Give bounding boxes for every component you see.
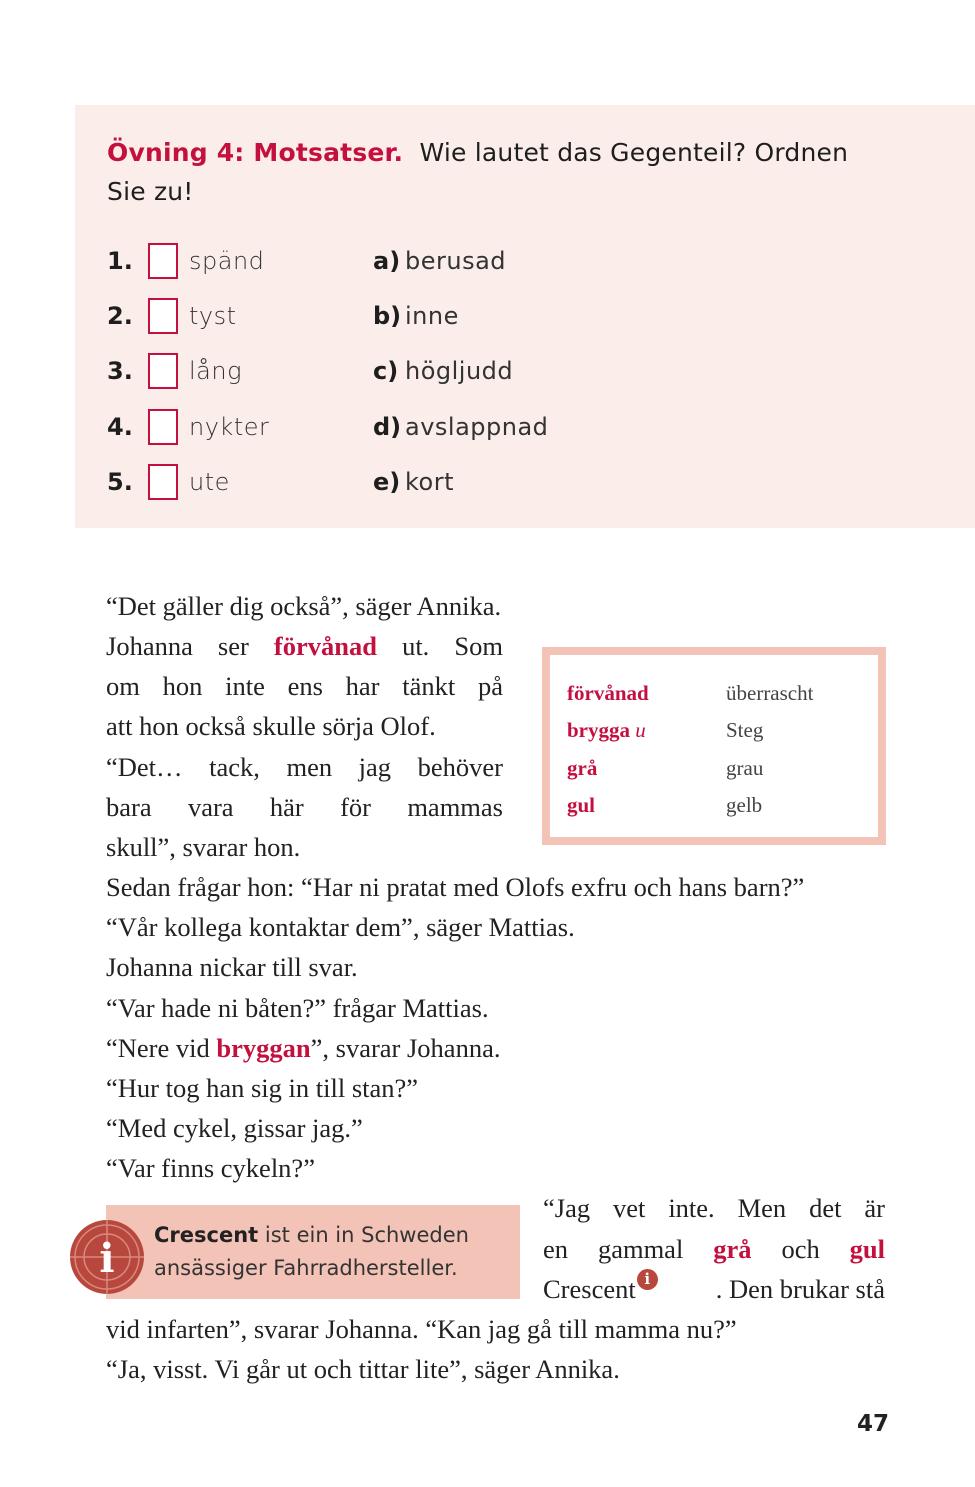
answer-box[interactable] — [148, 409, 178, 445]
story-line — [543, 1269, 885, 1309]
item-word: nykter — [189, 413, 270, 441]
vocab-term-text: brygga — [567, 718, 630, 742]
option-letter: b) — [373, 302, 402, 330]
page-number: 47 — [857, 1411, 890, 1437]
vocab-translation: grau — [726, 756, 764, 780]
option-letter: a) — [373, 247, 401, 275]
option-word: kort — [405, 468, 455, 496]
story-line: Sedan frågar hon: “Har ni pratat med Olofs exfru och hans barn?” — [106, 872, 805, 902]
story-line: “Var finns cykeln?” — [106, 1153, 315, 1183]
story-line — [106, 626, 503, 666]
story-text — [543, 1269, 658, 1309]
story-line: “Ja, visst. Vi går ut och tittar lite”, säger Annika. — [106, 1354, 620, 1384]
option-word: avslappnad — [405, 413, 549, 441]
option-word: inne — [405, 302, 459, 330]
story-line: “Det gäller dig också”, säger Annika. — [106, 591, 502, 621]
story-line: vid infarten”, svarar Johanna. “Kan jag gå till mamma nu?” — [106, 1314, 737, 1344]
exercise-title — [107, 133, 867, 211]
option-letter: c) — [373, 357, 399, 385]
story-line: “Vår kollega kontaktar dem”, säger Mattias. — [106, 912, 575, 942]
story-text: och — [751, 1234, 850, 1264]
vocab-gender: u — [635, 718, 646, 742]
story-line: “Jag vet inte. Men det är — [543, 1193, 885, 1223]
info-box — [106, 1205, 520, 1299]
story-text: ”, svarar Johanna. — [310, 1033, 501, 1063]
info-term: Crescent — [154, 1223, 259, 1247]
item-word: lång — [189, 357, 242, 385]
vocab-highlight: grå — [713, 1234, 752, 1264]
crescent-word: Crescent — [543, 1274, 636, 1304]
info-icon: i — [637, 1269, 658, 1290]
vocab-term: förvånad — [567, 681, 649, 705]
story-line: om hon inte ens har tänkt på — [106, 671, 503, 701]
story-text: en gammal — [543, 1234, 714, 1264]
vocab-translation: gelb — [726, 793, 763, 817]
item-word: tyst — [189, 302, 237, 330]
story-line: Johanna nickar till svar. — [106, 952, 358, 982]
vocab-term: gul — [567, 793, 596, 817]
vocab-highlight: gul — [849, 1234, 886, 1264]
answer-box[interactable] — [148, 353, 178, 389]
vocab-translation: überrascht — [726, 681, 814, 705]
answer-box[interactable] — [148, 464, 178, 500]
option-word: högljudd — [405, 357, 514, 385]
story-line: skull”, svarar hon. — [106, 832, 301, 862]
item-word: ute — [189, 468, 230, 496]
story-line: “Hur tog han sig in till stan?” — [106, 1073, 419, 1103]
story-line: bara vara här för mammas — [106, 792, 503, 822]
vocab-translation: Steg — [726, 718, 764, 742]
exercise-box — [75, 105, 975, 528]
story-line — [543, 1229, 885, 1269]
item-number: 3. — [107, 357, 133, 385]
option-letter: e) — [373, 468, 401, 496]
story-text: “Nere vid — [106, 1033, 217, 1063]
vocab-highlight: förvånad — [273, 631, 377, 661]
story-text: Johanna ser — [106, 631, 274, 661]
vocabulary-box — [542, 647, 886, 845]
vocab-highlight: bryggan — [216, 1033, 311, 1063]
item-word: spänd — [189, 247, 265, 275]
option-word: berusad — [405, 247, 507, 275]
info-text — [154, 1219, 514, 1285]
option-letter: d) — [373, 413, 402, 441]
story-text: ut. Som — [376, 631, 503, 661]
story-line: att hon också skulle sörja Olof. — [106, 711, 436, 741]
answer-box[interactable] — [148, 298, 178, 334]
story-line: “Med cykel, gissar jag.” — [106, 1113, 363, 1143]
vocab-term — [567, 718, 646, 743]
info-badge-letter: i — [99, 1235, 115, 1282]
item-number: 5. — [107, 468, 133, 496]
answer-box[interactable] — [148, 243, 178, 279]
exercise-label: Övning 4: Motsatser. — [107, 138, 404, 167]
story-line: “Det… tack, men jag behöver — [106, 752, 503, 782]
item-number: 2. — [107, 302, 133, 330]
story-text: . Den brukar stå — [715, 1274, 885, 1304]
info-description: ist ein in Schweden ansässiger Fahrradhersteller. — [154, 1223, 469, 1280]
item-number: 4. — [107, 413, 133, 441]
vocab-term: grå — [567, 756, 598, 780]
exercise-instruction: Wie lautet das Gegenteil? Ordnen Sie zu! — [107, 138, 849, 206]
story-line: “Var hade ni båten?” frågar Mattias. — [106, 993, 489, 1023]
info-badge-icon — [68, 1218, 146, 1296]
item-number: 1. — [107, 247, 133, 275]
story-line — [106, 1028, 500, 1068]
